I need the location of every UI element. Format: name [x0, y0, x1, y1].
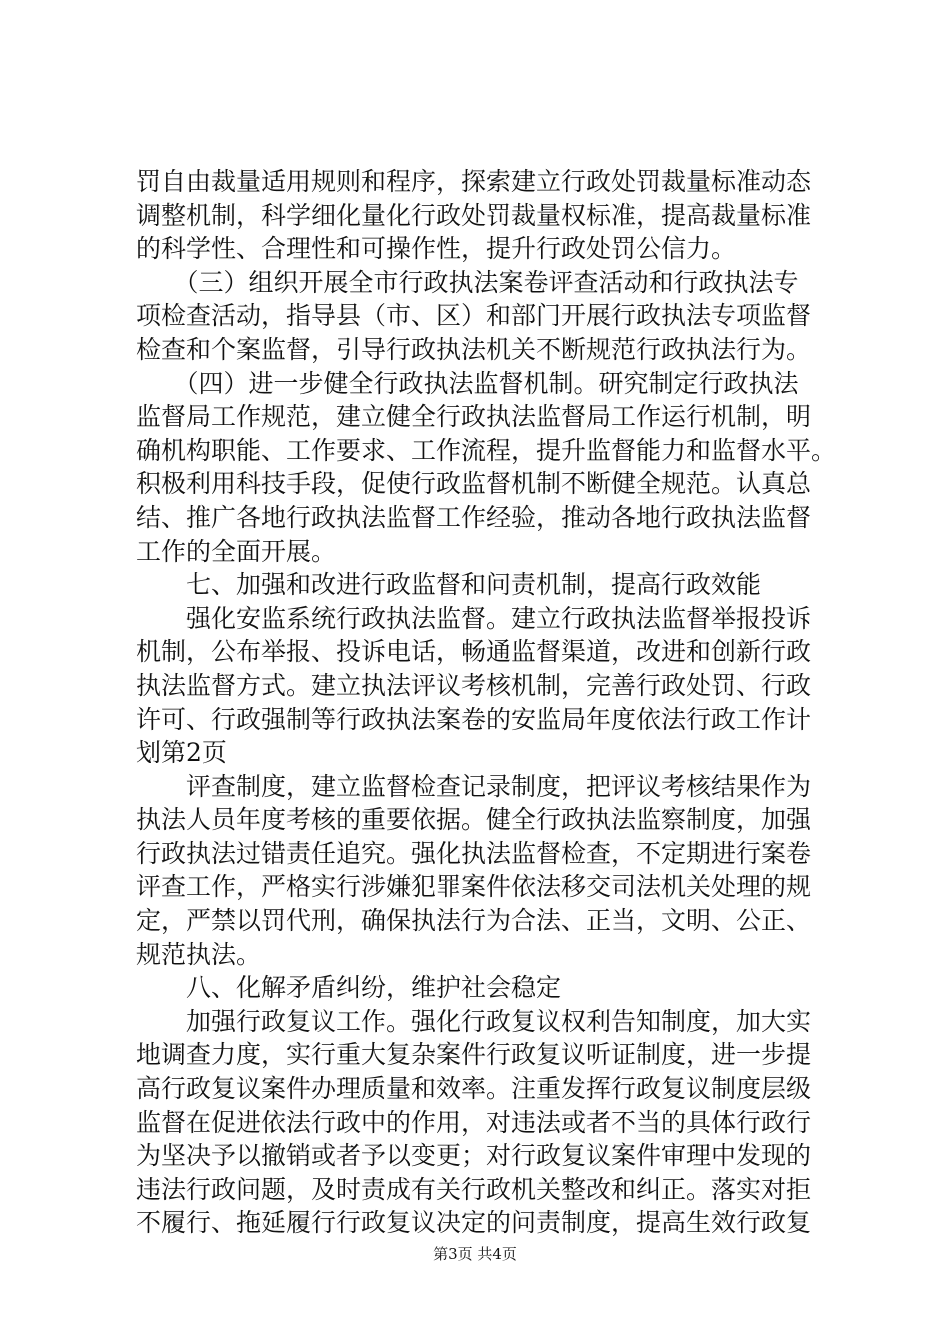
text-line: 不履行、拖延履行行政复议决定的问责制度，提高生效行政复: [136, 1208, 812, 1238]
document-body: [136, 165, 836, 1240]
text-line: 强化安监系统行政执法监督。建立行政执法监督举报投诉: [136, 603, 812, 633]
text-line: 地调查力度，实行重大复杂案件行政复议听证制度，进一步提: [136, 1040, 812, 1070]
section-heading: 八、化解矛盾纠纷，维护社会稳定: [136, 973, 562, 1003]
text-line: 违法行政问题，及时责成有关行政机关整改和纠正。落实对拒: [136, 1174, 812, 1204]
text-line: 高行政复议案件办理质量和效率。注重发挥行政复议制度层级: [136, 1074, 812, 1104]
text-line: 规范执法。: [136, 939, 262, 969]
text-line: 确机构职能、工作要求、工作流程，提升监督能力和监督水平。: [136, 435, 837, 465]
text-line: 机制，公布举报、投诉电话，畅通监督渠道，改进和创新行政: [136, 637, 812, 667]
text-line: 许可、行政强制等行政执法案卷的安监局年度依法行政工作计: [136, 704, 812, 734]
text-line: 工作的全面开展。: [136, 536, 337, 566]
text-line: 罚自由裁量适用规则和程序，探索建立行政处罚裁量标准动态: [136, 167, 812, 196]
page-footer: [0, 1244, 950, 1264]
text-line: 积极利用科技手段，促使行政监督机制不断健全规范。认真总: [136, 469, 812, 499]
page-number: 第3页 共4页: [433, 1245, 517, 1263]
text-line: 结、推广各地行政执法监督工作经验，推动各地行政执法监督: [136, 502, 812, 532]
text-line: 为坚决予以撤销或者予以变更；对行政复议案件审理中发现的: [136, 1141, 812, 1171]
text-line: 监督局工作规范，建立健全行政执法监督局工作运行机制，明: [136, 402, 812, 432]
text-line: 评查工作，严格实行涉嫌犯罪案件依法移交司法机关处理的规: [136, 872, 812, 902]
text-line: 调整机制，科学细化量化行政处罚裁量权标准，提高裁量标准: [136, 200, 812, 230]
text-line: 行政执法过错责任追究。强化执法监督检查，不定期进行案卷: [136, 838, 812, 868]
text-line: 执法人员年度考核的重要依据。健全行政执法监察制度，加强: [136, 805, 812, 835]
text-line: 监督在促进依法行政中的作用，对违法或者不当的具体行政行: [136, 1107, 812, 1137]
text-line: 执法监督方式。建立执法评议考核机制，完善行政处罚、行政: [136, 670, 812, 700]
text-line: 定，严禁以罚代刑，确保执法行为合法、正当，文明、公正、: [136, 906, 812, 936]
section-heading: 七、加强和改进行政监督和问责机制，提高行政效能: [136, 570, 762, 600]
text-line: 评查制度，建立监督检查记录制度，把评议考核结果作为: [136, 771, 812, 801]
text-line: 项检查活动，指导县（市、区）和部门开展行政执法专项监督: [136, 301, 812, 331]
text-line: 加强行政复议工作。强化行政复议权利告知制度，加大实: [136, 1006, 812, 1036]
text-line: 的科学性、合理性和可操作性，提升行政处罚公信力。: [136, 234, 737, 264]
text-line: （四）进一步健全行政执法监督机制。研究制定行政执法: [136, 368, 799, 398]
text-line: 划第2页: [136, 738, 227, 768]
text-line: （三）组织开展全市行政执法案卷评查活动和行政执法专: [136, 267, 799, 297]
text-line: 检查和个案监督，引导行政执法机关不断规范行政执法行为。: [136, 334, 812, 364]
